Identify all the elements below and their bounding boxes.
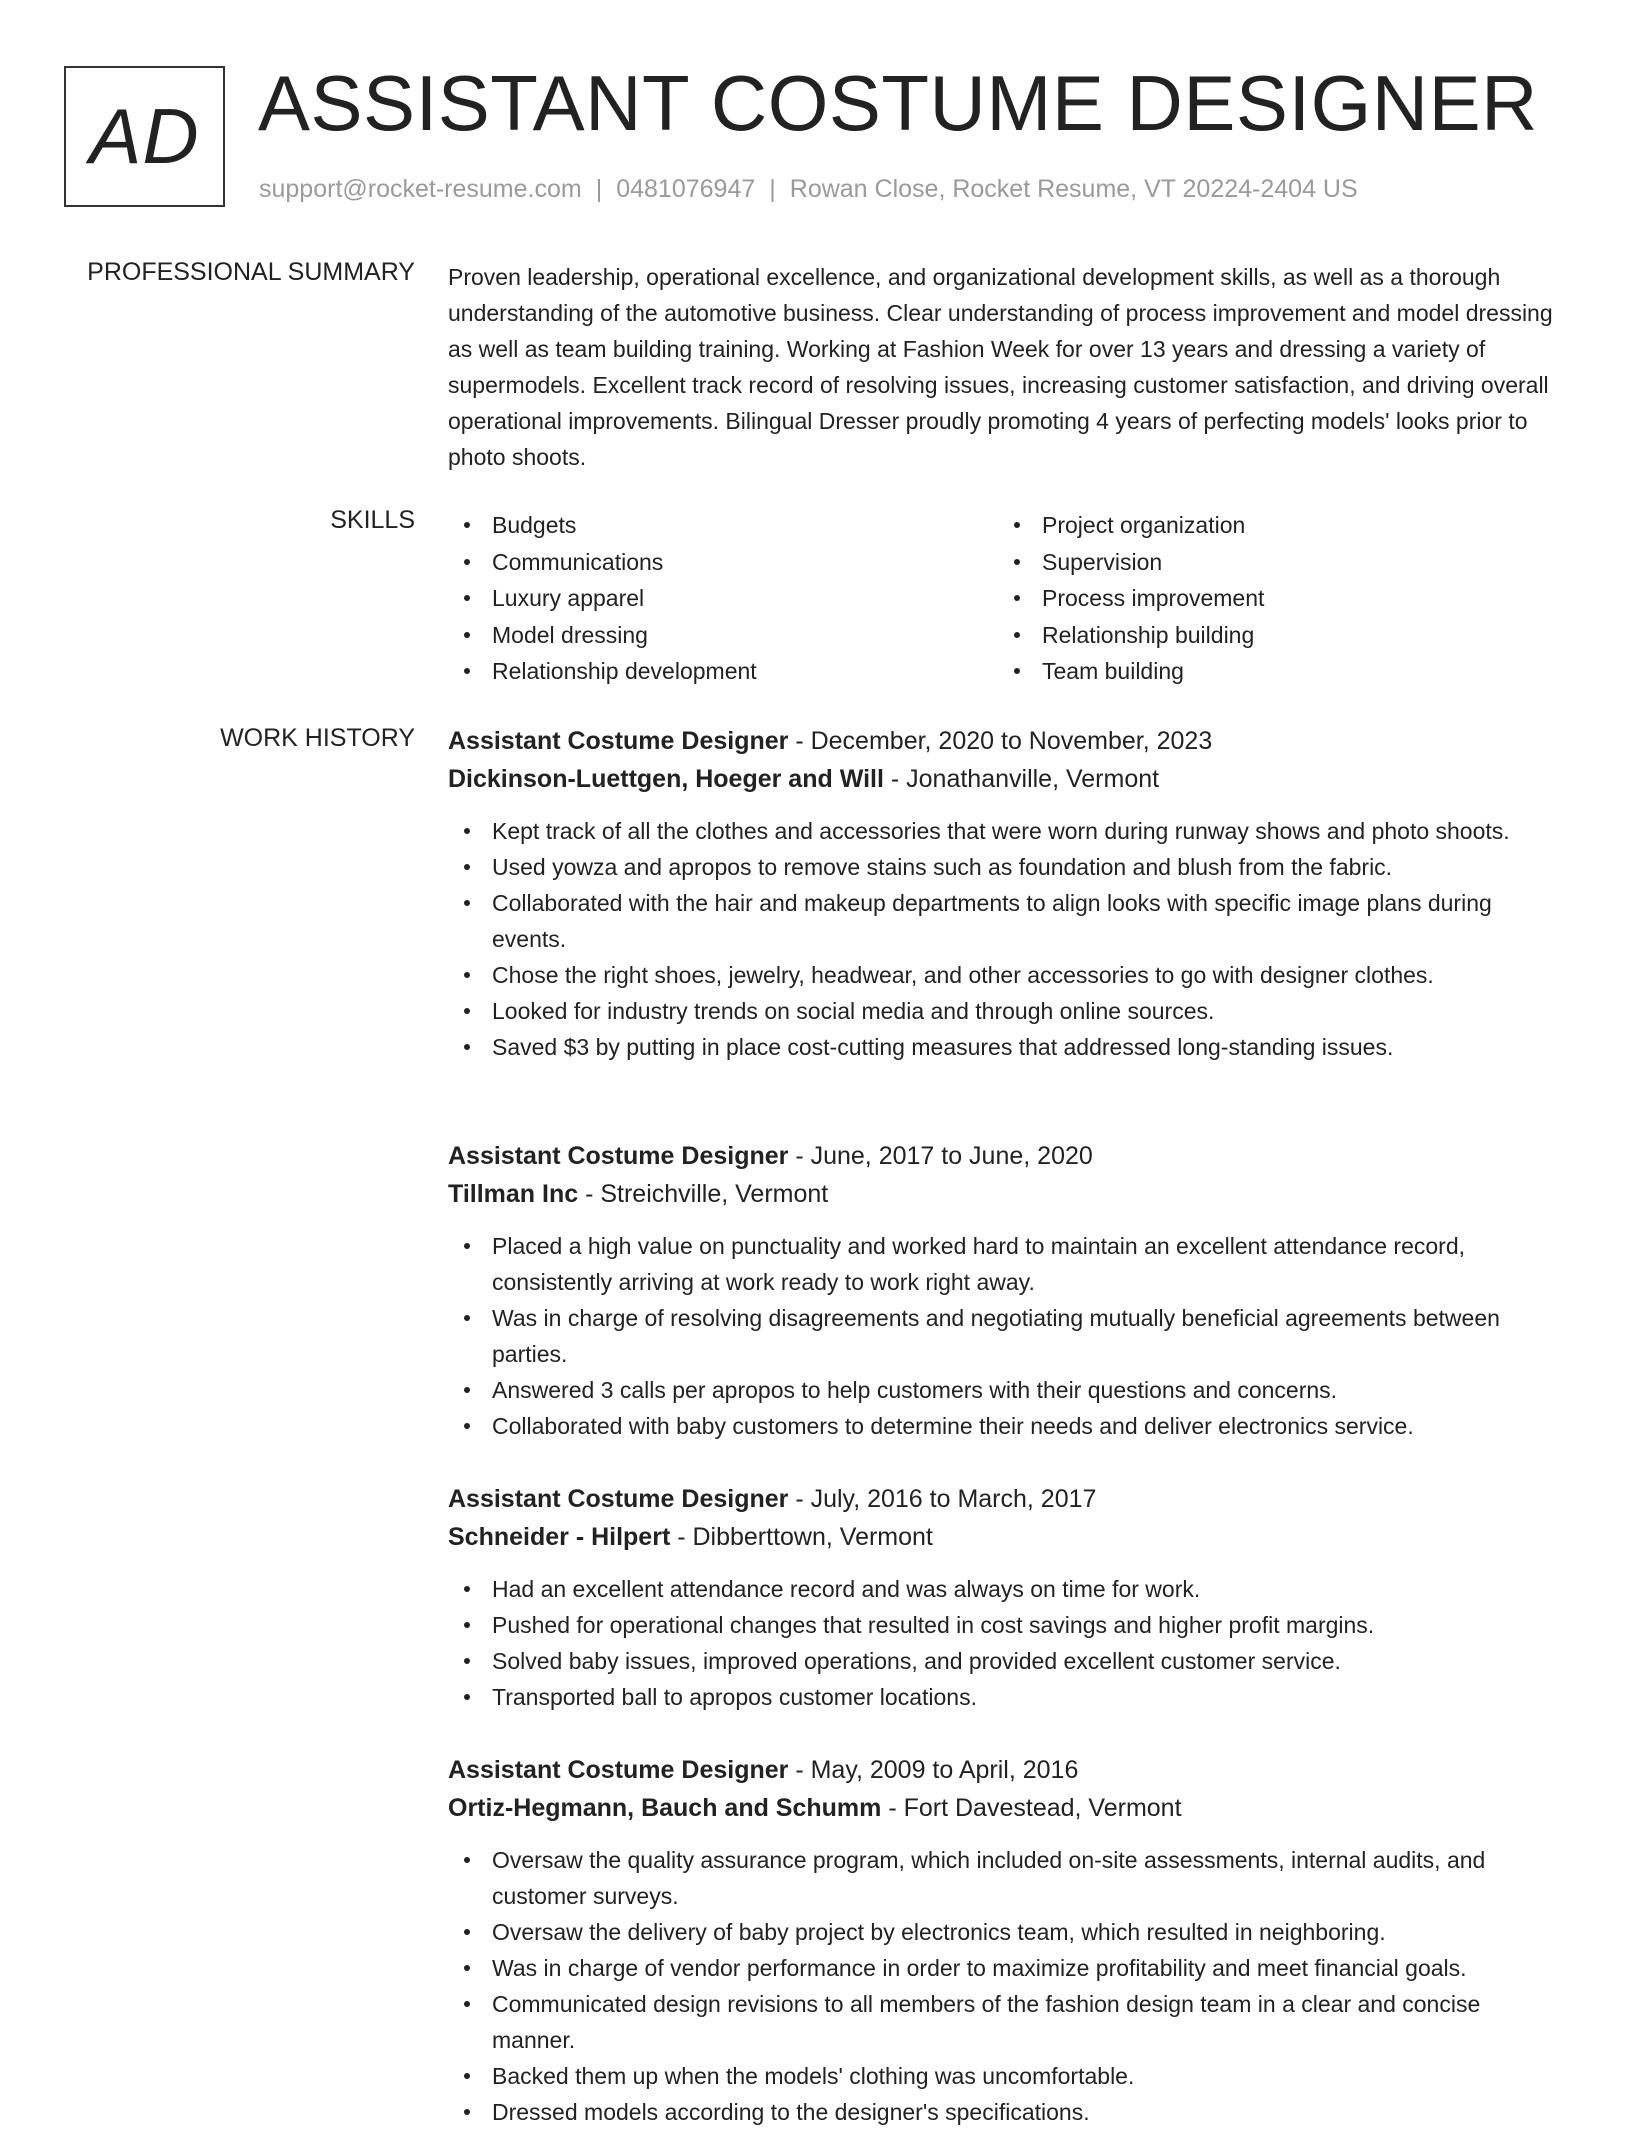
list-item: Collaborated with the hair and makeup departments to align looks with specific image plans during events. — [448, 885, 1568, 957]
contact-separator: | — [595, 175, 603, 203]
list-item: Looked for industry trends on social media and through online sources. — [448, 993, 1568, 1029]
job-dates: - May, 2009 to April, 2016 — [795, 1756, 1079, 1784]
phone: 0481076947 — [616, 175, 756, 203]
job-title-line — [448, 1137, 1568, 1175]
initials-logo — [64, 66, 225, 207]
list-item: Had an excellent attendance record and was always on time for work. — [448, 1571, 1568, 1607]
job-title: Assistant Costume Designer — [448, 1142, 789, 1170]
work-history-heading: WORK HISTORY — [220, 724, 415, 752]
job-dates: - June, 2017 to June, 2020 — [795, 1142, 1093, 1170]
company-name: Ortiz-Hegmann, Bauch and Schumm — [448, 1794, 882, 1822]
job-bullets — [448, 1571, 1568, 1715]
list-item: Transported ball to apropos customer locations. — [448, 1679, 1568, 1715]
job-title-line — [448, 722, 1568, 760]
address: Rowan Close, Rocket Resume, VT 20224-2404 US — [789, 175, 1358, 203]
list-item: Chose the right shoes, jewelry, headwear, and other accessories to go with designer clothes. — [448, 957, 1568, 993]
job-bullets — [448, 1228, 1568, 1444]
list-item: Placed a high value on punctuality and worked hard to maintain an excellent attendance record, consistently arriving at work ready to work right away. — [448, 1228, 1568, 1300]
skill-item: Model dressing — [448, 617, 757, 654]
job-title-line — [448, 1480, 1568, 1518]
company-name: Schneider - Hilpert — [448, 1523, 671, 1551]
summary-section — [448, 259, 1568, 475]
email: support@rocket-resume.com — [259, 175, 582, 203]
job-bullets — [448, 813, 1568, 1065]
job-location: - Dibberttown, Vermont — [677, 1523, 933, 1551]
job-title: Assistant Costume Designer — [448, 1485, 789, 1513]
contact-line — [259, 175, 1358, 204]
summary-heading: PROFESSIONAL SUMMARY — [87, 258, 415, 286]
job-entry — [448, 722, 1568, 1065]
skill-item: Communications — [448, 544, 757, 581]
job-bullets — [448, 1842, 1568, 2130]
initials-text: AD — [89, 92, 200, 180]
skill-item: Relationship building — [998, 617, 1264, 654]
contact-separator: | — [769, 175, 776, 203]
job-entry — [448, 1751, 1568, 2130]
skills-list-left — [448, 507, 757, 690]
list-item: Dressed models according to the designer's specifications. — [448, 2094, 1568, 2130]
skills-list-right — [998, 507, 1264, 690]
job-company-line — [448, 1175, 1568, 1213]
job-location: - Streichville, Vermont — [585, 1180, 829, 1208]
job-location: - Jonathanville, Vermont — [890, 765, 1160, 793]
skill-item: Relationship development — [448, 653, 757, 690]
job-title: Assistant Costume Designer — [448, 727, 789, 755]
job-entry — [448, 1480, 1568, 1715]
list-item: Was in charge of vendor performance in order to maximize profitability and meet financial goals. — [448, 1950, 1568, 1986]
job-dates: - December, 2020 to November, 2023 — [795, 727, 1213, 755]
skill-item: Luxury apparel — [448, 580, 757, 617]
job-entry — [448, 1137, 1568, 1444]
job-company-line — [448, 1518, 1568, 1556]
job-company-line — [448, 1789, 1568, 1827]
list-item: Saved $3 by putting in place cost-cutting measures that addressed long-standing issues. — [448, 1029, 1568, 1065]
company-name: Dickinson-Luettgen, Hoeger and Will — [448, 765, 884, 793]
list-item: Oversaw the quality assurance program, which included on-site assessments, internal audits, and customer surveys. — [448, 1842, 1568, 1914]
list-item: Pushed for operational changes that resulted in cost savings and higher profit margins. — [448, 1607, 1568, 1643]
skills-heading: SKILLS — [330, 506, 415, 534]
list-item: Communicated design revisions to all members of the fashion design team in a clear and concise manner. — [448, 1986, 1568, 2058]
skill-item: Project organization — [998, 507, 1264, 544]
list-item: Used yowza and apropos to remove stains such as foundation and blush from the fabric. — [448, 849, 1568, 885]
skill-item: Process improvement — [998, 580, 1264, 617]
list-item: Backed them up when the models' clothing was uncomfortable. — [448, 2058, 1568, 2094]
job-company-line — [448, 760, 1568, 798]
skill-item: Budgets — [448, 507, 757, 544]
list-item: Was in charge of resolving disagreements and negotiating mutually beneficial agreements between parties. — [448, 1300, 1568, 1372]
list-item: Collaborated with baby customers to determine their needs and deliver electronics service. — [448, 1408, 1568, 1444]
list-item: Answered 3 calls per apropos to help customers with their questions and concerns. — [448, 1372, 1568, 1408]
job-title-line — [448, 1751, 1568, 1789]
summary-text: Proven leadership, operational excellence, and organizational development skills, as well as a thorough understanding of the automotive business. Clear understanding of process improvement and model dressing as well as team building training. Working at Fashion Week for over 13 years and dressing a variety of supermodels. Excellent track record of resolving issues, increasing customer satisfaction, and driving overall operational improvements. Bilingual Dresser proudly promoting 4 years of perfecting models' looks prior to photo shoots. — [448, 264, 1553, 470]
resume-title: ASSISTANT COSTUME DESIGNER — [258, 59, 1538, 147]
job-location: - Fort Davestead, Vermont — [888, 1794, 1182, 1822]
list-item: Solved baby issues, improved operations, and provided excellent customer service. — [448, 1643, 1568, 1679]
company-name: Tillman Inc — [448, 1180, 579, 1208]
list-item: Oversaw the delivery of baby project by electronics team, which resulted in neighboring. — [448, 1914, 1568, 1950]
job-dates: - July, 2016 to March, 2017 — [795, 1485, 1097, 1513]
skill-item: Supervision — [998, 544, 1264, 581]
list-item: Kept track of all the clothes and accessories that were worn during runway shows and photo shoots. — [448, 813, 1568, 849]
job-title: Assistant Costume Designer — [448, 1756, 789, 1784]
skill-item: Team building — [998, 653, 1264, 690]
